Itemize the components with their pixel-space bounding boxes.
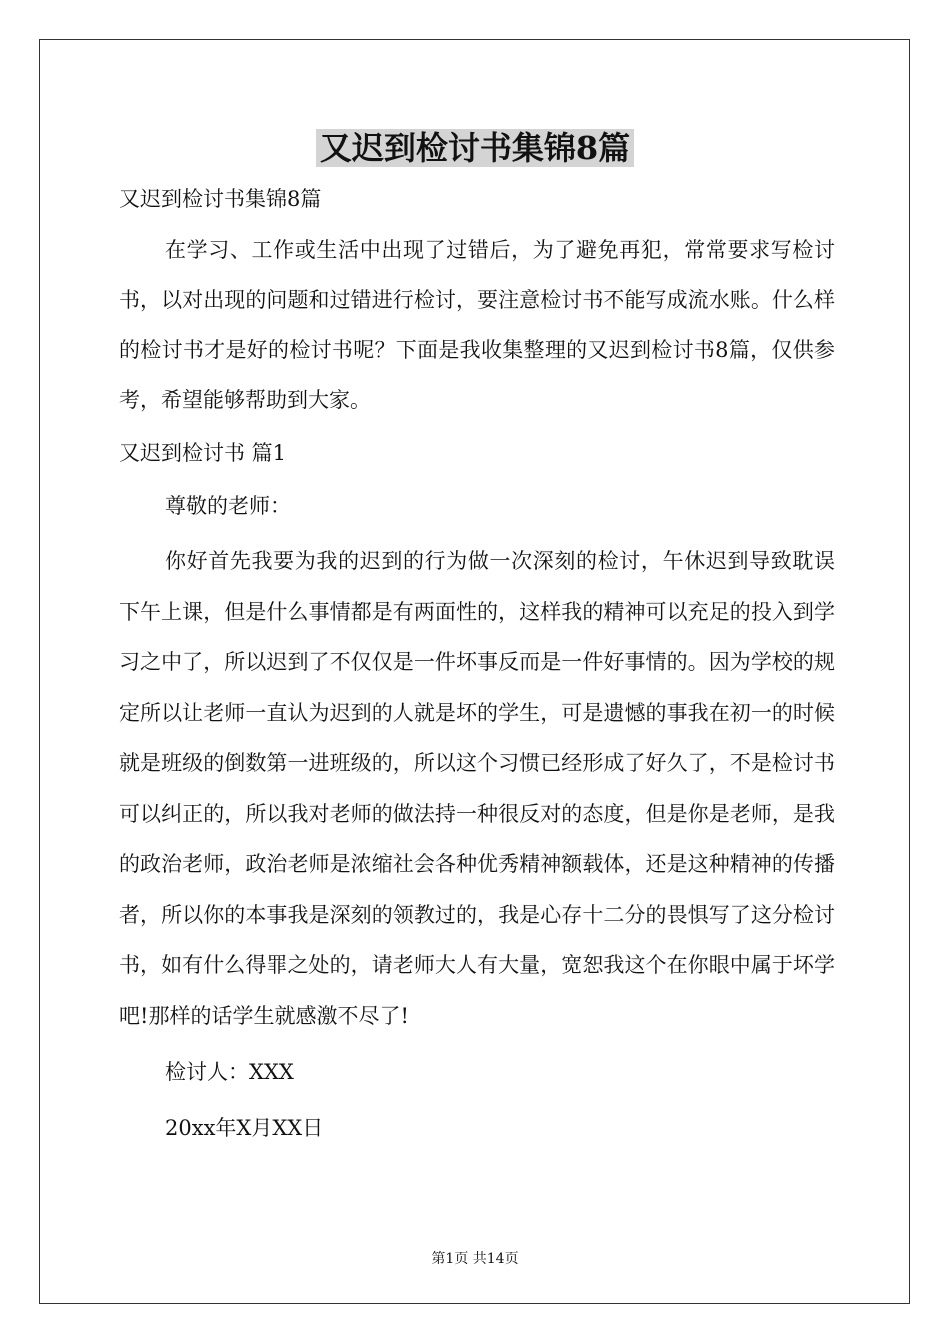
document-title-text: 又迟到检讨书集锦8篇	[316, 129, 634, 167]
body-paragraph: 你好首先我要为我的迟到的行为做一次深刻的检讨，午休迟到导致耽误下午上课，但是什么事情都是有两面性的，这样我的精神可以充足的投入到学习之中了，所以迟到了不仅仅是一件坏事反而是一件好事情的。因为学校的规定所以让老师一直认为迟到的人就是坏的学生，可是遗憾的事我在初一的时候就是班级的倒数第一进班级的，所以这个习惯已经形成了好久了，不是检讨书可以纠正的，所以我对老师的做法持一种很反对的态度，但是你是老师，是我的政治老师，政治老师是浓缩社会各种优秀精神额载体，还是这种精神的传播者，所以你的本事我是深刻的领教过的，我是心存十二分的畏惧写了这分检讨书，如有什么得罪之处的，请老师大人有大量，宽恕我这个在你眼中属于坏学吧!那样的话学生就感激不尽了!	[119, 549, 835, 1028]
salutation: 尊敬的老师：	[165, 494, 291, 518]
signature: 检讨人：XXX	[165, 1060, 294, 1084]
date: 20xx年X月XX日	[165, 1116, 324, 1140]
intro-paragraph: 在学习、工作或生活中出现了过错后，为了避免再犯，常常要求写检讨书，以对出现的问题和过错进行检讨，要注意检讨书不能写成流水账。什么样的检讨书才是好的检讨书呢？下面是我收集整理的又迟到检讨书8篇，仅供参考，希望能够帮助到大家。	[119, 238, 835, 412]
document-title	[0, 126, 950, 170]
document-body	[119, 180, 835, 1153]
page-footer: 第1页 共14页	[431, 1251, 519, 1267]
document-subtitle: 又迟到检讨书集锦8篇	[119, 187, 322, 211]
section-heading: 又迟到检讨书 篇1	[119, 441, 287, 465]
